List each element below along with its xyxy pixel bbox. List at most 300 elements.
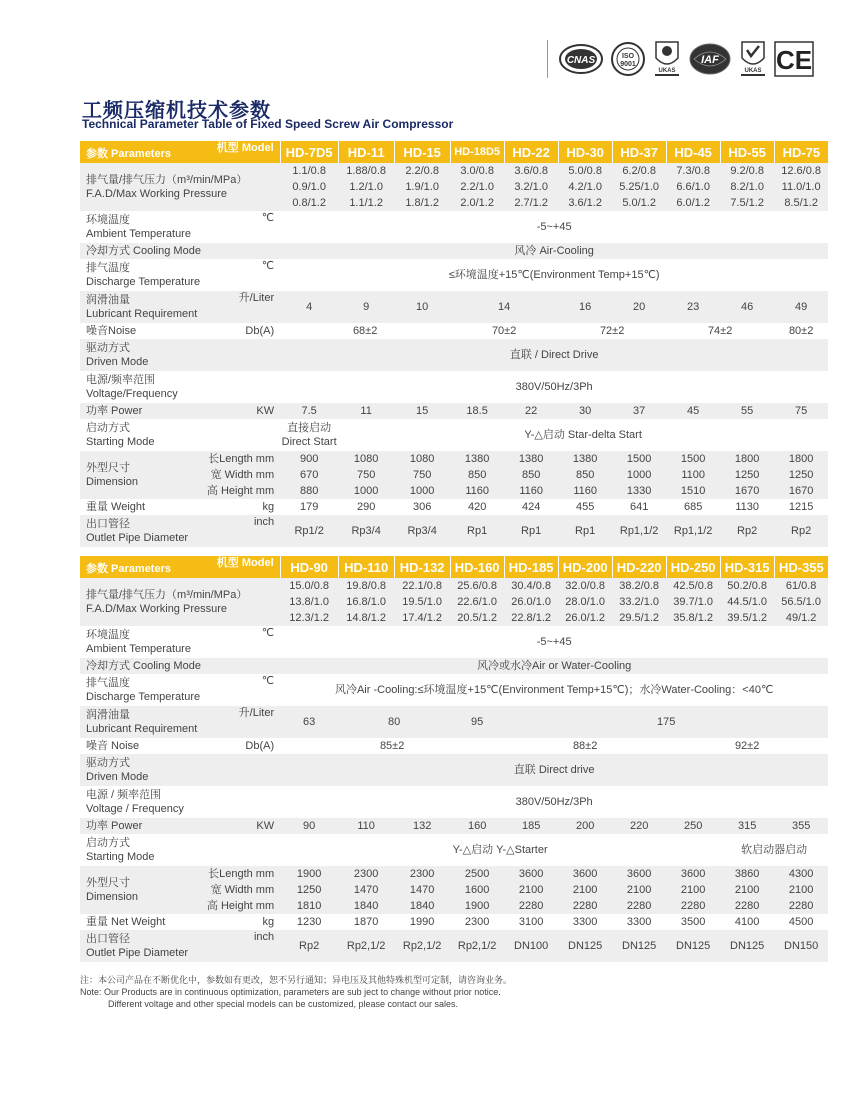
discharge-row <box>80 259 828 291</box>
fad-value: 15.0/0.8 <box>280 578 338 594</box>
pipe-value: Rp1,1/2 <box>666 515 720 547</box>
voltage-row <box>80 371 828 403</box>
width-value: 1600 <box>450 882 504 898</box>
iso-9001-logo <box>610 41 646 77</box>
pipe-value: Rp3/4 <box>338 515 394 547</box>
starting-label <box>80 419 280 451</box>
power-unit: KW <box>200 818 280 834</box>
pipe-row <box>80 930 828 962</box>
width-value: 850 <box>558 467 612 483</box>
height-label: 高 Height mm <box>200 898 280 914</box>
weight-label: 重量 Weight <box>86 500 146 513</box>
fad-value: 13.8/1.0 <box>280 594 338 610</box>
model-name: HD-55 <box>720 141 774 163</box>
cooling-label: 冷却方式 Cooling Mode <box>80 658 280 674</box>
weight-value: 290 <box>356 500 376 513</box>
drive-label-cn: 驱动方式 <box>86 757 130 769</box>
model-name: HD-160 <box>450 556 504 578</box>
note-en-2: Different voltage and other special models can be customized, please contact our sales. <box>108 999 459 1009</box>
fad-value: 49/1.2 <box>774 610 828 626</box>
power-value: 250 <box>666 818 720 834</box>
fad-value: 26.0/1.0 <box>504 594 558 610</box>
header-param-label: 参数 Parameters <box>86 148 171 160</box>
voltage-value: 380V/50Hz/3Ph <box>515 380 593 393</box>
fad-value: 61/0.8 <box>774 578 828 594</box>
fad-value: 12.6/0.8 <box>774 163 828 179</box>
power-value: 185 <box>504 818 558 834</box>
power-row <box>80 818 828 834</box>
fad-value: 6.0/1.2 <box>666 195 720 211</box>
fad-value: 5.0/1.2 <box>612 195 666 211</box>
noise-value: 68±2 <box>352 324 378 337</box>
power-value: 45 <box>666 403 720 419</box>
noise-value: 88±2 <box>572 739 598 752</box>
cnas-text: CNAS <box>566 55 596 66</box>
voltage-row <box>80 786 828 818</box>
length-value: 3600 <box>666 866 720 882</box>
fad-value: 3.0/0.8 <box>450 163 504 179</box>
length-value: 1080 <box>338 451 394 467</box>
drive-label <box>80 754 280 786</box>
ambient-label-en: Ambient Temperature <box>86 228 191 240</box>
pipe-value: DN100 <box>504 930 558 962</box>
ambient-unit: ℃ <box>261 627 275 639</box>
fad-value: 2.7/1.2 <box>504 195 558 211</box>
fad-value: 3.6/1.2 <box>558 195 612 211</box>
voltage-value: 380V/50Hz/3Ph <box>515 795 593 808</box>
height-value: 1510 <box>666 483 720 499</box>
dimension-label-en: Dimension <box>86 476 138 488</box>
power-value: 75 <box>774 403 828 419</box>
discharge-label <box>80 259 200 291</box>
model-name: HD-15 <box>394 141 450 163</box>
fad-value: 1.1/1.2 <box>338 195 394 211</box>
ambient-value: -5~+45 <box>536 635 572 648</box>
drive-label-cn: 驱动方式 <box>86 342 130 354</box>
cooling-label: 冷却方式 Cooling Mode <box>80 243 280 259</box>
power-value: 110 <box>338 818 394 834</box>
header-model-label: 机型 Model <box>216 142 274 154</box>
weight-value: 3300 <box>572 915 598 928</box>
length-value: 1380 <box>558 451 612 467</box>
iaf-logo <box>688 41 732 77</box>
lubricant-value: 95 <box>450 706 504 738</box>
lubricant-row <box>80 706 828 738</box>
starting-label-cn: 启动方式 <box>86 422 130 434</box>
voltage-label-en: Voltage / Frequency <box>86 803 184 815</box>
lubricant-unit: 升/Liter <box>200 291 280 323</box>
page-title-en: Technical Parameter Table of Fixed Speed Screw Air Compressor <box>82 117 454 131</box>
fad-value: 8.2/1.0 <box>720 179 774 195</box>
ambient-label <box>80 211 200 243</box>
power-row <box>80 403 828 419</box>
weight-value: 1230 <box>296 915 322 928</box>
fad-value: 22.6/1.0 <box>450 594 504 610</box>
pipe-label <box>80 930 200 962</box>
height-value: 880 <box>280 483 338 499</box>
height-value: 1160 <box>558 483 612 499</box>
dimension-row <box>80 451 828 467</box>
ambient-unit: ℃ <box>261 212 275 224</box>
weight-value: 4500 <box>788 915 814 928</box>
pipe-label-cn: 出口管径 <box>86 933 130 945</box>
pipe-value: Rp1 <box>558 515 612 547</box>
fad-value: 20.5/1.2 <box>450 610 504 626</box>
fad-value: 56.5/1.0 <box>774 594 828 610</box>
lubricant-label <box>80 706 200 738</box>
height-value: 1840 <box>338 898 394 914</box>
power-value: 132 <box>394 818 450 834</box>
power-value: 7.5 <box>280 403 338 419</box>
pipe-row <box>80 515 828 547</box>
fad-label <box>80 163 280 211</box>
header-corner-cell <box>80 141 280 163</box>
fad-value: 2.0/1.2 <box>450 195 504 211</box>
width-value: 1470 <box>338 882 394 898</box>
length-value: 1380 <box>504 451 558 467</box>
power-value: 220 <box>612 818 666 834</box>
logo-divider <box>547 40 548 78</box>
fad-value: 14.8/1.2 <box>338 610 394 626</box>
spec-table-1 <box>80 141 828 547</box>
footnotes <box>80 974 512 1010</box>
weight-value: 3300 <box>626 915 652 928</box>
power-value: 160 <box>450 818 504 834</box>
fad-value: 8.5/1.2 <box>774 195 828 211</box>
fad-value: 22.8/1.2 <box>504 610 558 626</box>
header-model-label: 机型 Model <box>216 557 274 569</box>
model-header-row <box>80 141 828 163</box>
width-value: 1470 <box>394 882 450 898</box>
height-value: 1160 <box>450 483 504 499</box>
voltage-label-cn: 电源/频率范围 <box>86 374 156 386</box>
model-name: HD-250 <box>666 556 720 578</box>
noise-value: 72±2 <box>599 324 625 337</box>
voltage-label-cn: 电源 / 频率范围 <box>86 789 162 801</box>
fad-value: 30.4/0.8 <box>504 578 558 594</box>
fad-label <box>80 578 280 626</box>
length-value: 2300 <box>338 866 394 882</box>
pipe-value: Rp2 <box>720 515 774 547</box>
iso-number-text: 9001 <box>620 61 636 68</box>
fad-row <box>80 578 828 594</box>
model-name: HD-132 <box>394 556 450 578</box>
discharge-label-en: Discharge Temperature <box>86 691 201 703</box>
starting-soft-value: 软启动器启动 <box>741 843 808 856</box>
fad-label-cn: 排气量/排气压力（m³/min/MPa） <box>86 174 248 186</box>
iaf-text: IAF <box>701 54 719 66</box>
width-value: 1250 <box>720 467 774 483</box>
pipe-value: DN150 <box>774 930 828 962</box>
length-value: 3600 <box>612 866 666 882</box>
width-label: 宽 Width mm <box>200 467 280 483</box>
fad-value: 16.8/1.0 <box>338 594 394 610</box>
discharge-label <box>80 674 200 706</box>
drive-value: 直联 / Direct Drive <box>280 339 828 371</box>
lubricant-value: 175 <box>504 706 828 738</box>
starting-row <box>80 834 828 866</box>
iso-text: ISO <box>621 53 635 60</box>
noise-label: 噪音Noise <box>86 324 137 337</box>
width-value: 850 <box>504 467 558 483</box>
starting-direct-en: Direct Start <box>281 436 337 448</box>
model-header-row <box>80 556 828 578</box>
certification-logos <box>547 40 814 78</box>
length-value: 900 <box>280 451 338 467</box>
cooling-value: 风冷 Air-Cooling <box>280 243 828 259</box>
weight-value: 455 <box>575 500 595 513</box>
weight-value: 1870 <box>353 915 379 928</box>
fad-value: 1.8/1.2 <box>394 195 450 211</box>
page-title-cn: 工频压缩机技术参数 <box>82 100 271 122</box>
discharge-label-en: Discharge Temperature <box>86 276 201 288</box>
power-label: 功率 Power <box>80 818 200 834</box>
fad-value: 38.2/0.8 <box>612 578 666 594</box>
fad-value: 7.3/0.8 <box>666 163 720 179</box>
power-value: 90 <box>280 818 338 834</box>
fad-value: 44.5/1.0 <box>720 594 774 610</box>
lubricant-label <box>80 291 200 323</box>
voltage-label <box>80 371 280 403</box>
lubricant-value: 16 <box>558 291 612 323</box>
ambient-row <box>80 211 828 243</box>
length-value: 1500 <box>666 451 720 467</box>
length-value: 1800 <box>774 451 828 467</box>
lubricant-value: 23 <box>666 291 720 323</box>
starting-label-en: Starting Mode <box>86 436 155 448</box>
height-value: 1900 <box>450 898 504 914</box>
pipe-value: Rp1 <box>504 515 558 547</box>
lubricant-value: 46 <box>720 291 774 323</box>
note-en-1: Note: Our Products are in continuous optimization, parameters are sub ject to change without prior notice. <box>80 987 501 997</box>
fad-value: 2.2/1.0 <box>450 179 504 195</box>
fad-value: 5.25/1.0 <box>612 179 666 195</box>
lubricant-value: 4 <box>280 291 338 323</box>
lubricant-label-cn: 润滑油量 <box>86 709 130 721</box>
pipe-value: Rp2,1/2 <box>450 930 504 962</box>
discharge-value: 风冷Air -Cooling:≤环境温度+15℃(Environment Temp+15℃)；水冷Water-Cooling：<40℃ <box>334 683 774 696</box>
pipe-unit: inch <box>200 930 280 962</box>
ukas-logo-1 <box>652 40 682 78</box>
fad-value: 6.2/0.8 <box>612 163 666 179</box>
discharge-unit: ℃ <box>261 675 275 687</box>
height-value: 1000 <box>394 483 450 499</box>
fad-value: 4.2/1.0 <box>558 179 612 195</box>
starting-label <box>80 834 280 866</box>
width-value: 750 <box>338 467 394 483</box>
weight-value: 685 <box>683 500 703 513</box>
ukas-text-2: UKAS <box>744 68 762 74</box>
fad-value: 33.2/1.0 <box>612 594 666 610</box>
noise-unit: Db(A) <box>245 324 275 337</box>
height-value: 2280 <box>666 898 720 914</box>
height-value: 1330 <box>612 483 666 499</box>
model-name: HD-185 <box>504 556 558 578</box>
model-name: HD-355 <box>774 556 828 578</box>
fad-value: 7.5/1.2 <box>720 195 774 211</box>
width-value: 850 <box>450 467 504 483</box>
drive-label-en: Driven Mode <box>86 771 149 783</box>
ukas-text-1: UKAS <box>658 68 676 74</box>
model-name: HD-75 <box>774 141 828 163</box>
noise-value: 85±2 <box>379 739 405 752</box>
pipe-value: DN125 <box>720 930 774 962</box>
dimension-row <box>80 866 828 882</box>
dimension-label-cn: 外型尺寸 <box>86 462 130 474</box>
pipe-value: DN125 <box>558 930 612 962</box>
fad-value: 0.9/1.0 <box>280 179 338 195</box>
length-value: 2500 <box>450 866 504 882</box>
length-value: 1380 <box>450 451 504 467</box>
weight-value: 3500 <box>680 915 706 928</box>
ukas-logo-2 <box>738 40 768 78</box>
cnas-logo <box>558 42 604 76</box>
lubricant-value: 80 <box>338 706 450 738</box>
ambient-label-cn: 环境温度 <box>86 214 130 226</box>
weight-value: 641 <box>629 500 649 513</box>
power-value: 30 <box>558 403 612 419</box>
noise-unit: Db(A) <box>245 739 275 752</box>
header-param-label: 参数 Parameters <box>86 563 171 575</box>
power-label: 功率 Power <box>80 403 200 419</box>
discharge-label-cn: 排气温度 <box>86 677 130 689</box>
dimension-label-cn: 外型尺寸 <box>86 877 130 889</box>
pipe-label <box>80 515 200 547</box>
fad-value: 19.5/1.0 <box>394 594 450 610</box>
noise-value: 70±2 <box>491 324 517 337</box>
fad-value: 42.5/0.8 <box>666 578 720 594</box>
weight-row <box>80 499 828 515</box>
dimension-label <box>80 866 200 914</box>
voltage-label <box>80 786 280 818</box>
ambient-label <box>80 626 200 658</box>
height-value: 2280 <box>558 898 612 914</box>
height-value: 1810 <box>280 898 338 914</box>
lubricant-value: 20 <box>612 291 666 323</box>
fad-value: 39.5/1.2 <box>720 610 774 626</box>
length-value: 1900 <box>280 866 338 882</box>
pipe-value: Rp3/4 <box>394 515 450 547</box>
power-value: 55 <box>720 403 774 419</box>
height-value: 2280 <box>774 898 828 914</box>
fad-value: 32.0/0.8 <box>558 578 612 594</box>
width-value: 2100 <box>612 882 666 898</box>
drive-label-en: Driven Mode <box>86 356 149 368</box>
height-value: 2280 <box>504 898 558 914</box>
width-value: 2100 <box>720 882 774 898</box>
length-value: 4300 <box>774 866 828 882</box>
drive-row <box>80 754 828 786</box>
model-name: HD-11 <box>338 141 394 163</box>
drive-label <box>80 339 280 371</box>
lubricant-value: 9 <box>338 291 394 323</box>
fad-value: 3.6/0.8 <box>504 163 558 179</box>
fad-value: 2.2/0.8 <box>394 163 450 179</box>
noise-label: 噪音 Noise <box>86 739 140 752</box>
pipe-label-en: Outlet Pipe Diameter <box>86 947 189 959</box>
lubricant-label-en: Lubricant Requirement <box>86 723 198 735</box>
starting-direct-value <box>280 419 338 451</box>
drive-value: 直联 Direct drive <box>280 754 828 786</box>
note-cn: 注：本公司产品在不断优化中，参数如有更改，恕不另行通知；异电压及其他特殊机型可定制，请咨询业务。 <box>80 975 513 985</box>
fad-value: 26.0/1.2 <box>558 610 612 626</box>
height-value: 1670 <box>774 483 828 499</box>
width-value: 750 <box>394 467 450 483</box>
discharge-value: ≤环境温度+15℃(Environment Temp+15℃) <box>448 268 660 281</box>
fad-value: 12.3/1.2 <box>280 610 338 626</box>
starting-star-delta-value: Y-△启动 Y-△Starter <box>452 843 548 856</box>
dimension-label <box>80 451 200 499</box>
cooling-row <box>80 243 828 259</box>
weight-unit: kg <box>262 500 275 513</box>
model-name: HD-45 <box>666 141 720 163</box>
noise-value: 92±2 <box>734 739 760 752</box>
dimension-label-en: Dimension <box>86 891 138 903</box>
lubricant-value: 63 <box>280 706 338 738</box>
model-name: HD-90 <box>280 556 338 578</box>
ambient-label-cn: 环境温度 <box>86 629 130 641</box>
discharge-row <box>80 674 828 706</box>
cooling-row <box>80 658 828 674</box>
length-label: 长Length mm <box>200 866 280 882</box>
model-name: HD-315 <box>720 556 774 578</box>
starting-label-en: Starting Mode <box>86 851 155 863</box>
length-value: 1800 <box>720 451 774 467</box>
starting-label-cn: 启动方式 <box>86 837 130 849</box>
weight-label: 重量 Net Weight <box>86 915 166 928</box>
fad-value: 35.8/1.2 <box>666 610 720 626</box>
weight-value: 1130 <box>735 500 759 513</box>
noise-value: 80±2 <box>788 324 814 337</box>
pipe-unit: inch <box>200 515 280 547</box>
ce-mark-logo <box>774 41 814 77</box>
noise-value: 74±2 <box>707 324 733 337</box>
length-value: 2300 <box>394 866 450 882</box>
lubricant-label-cn: 润滑油量 <box>86 294 130 306</box>
fad-value: 6.6/1.0 <box>666 179 720 195</box>
weight-value: 2300 <box>464 915 490 928</box>
width-value: 1000 <box>612 467 666 483</box>
fad-value: 50.2/0.8 <box>720 578 774 594</box>
lubricant-value: 49 <box>774 291 828 323</box>
length-value: 3600 <box>504 866 558 882</box>
weight-row <box>80 914 828 930</box>
fad-label-cn: 排气量/排气压力（m³/min/MPa） <box>86 589 248 601</box>
weight-unit: kg <box>262 915 275 928</box>
model-name: HD-37 <box>612 141 666 163</box>
width-value: 2100 <box>774 882 828 898</box>
width-value: 2100 <box>558 882 612 898</box>
ambient-value: -5~+45 <box>536 220 572 233</box>
fad-value: 28.0/1.0 <box>558 594 612 610</box>
model-name: HD-18D5 <box>450 141 504 163</box>
fad-label-en: F.A.D/Max Working Pressure <box>86 603 228 615</box>
power-value: 315 <box>720 818 774 834</box>
starting-star-delta-value: Y-△启动 Star-delta Start <box>524 428 642 441</box>
model-name: HD-110 <box>338 556 394 578</box>
lubricant-value: 14 <box>450 291 558 323</box>
fad-value: 1.2/1.0 <box>338 179 394 195</box>
fad-value: 1.1/0.8 <box>280 163 338 179</box>
length-label: 长Length mm <box>200 451 280 467</box>
lubricant-row <box>80 291 828 323</box>
height-value: 1670 <box>720 483 774 499</box>
weight-value: 420 <box>467 500 487 513</box>
fad-value: 19.8/0.8 <box>338 578 394 594</box>
width-value: 2100 <box>666 882 720 898</box>
width-label: 宽 Width mm <box>200 882 280 898</box>
width-value: 1250 <box>280 882 338 898</box>
